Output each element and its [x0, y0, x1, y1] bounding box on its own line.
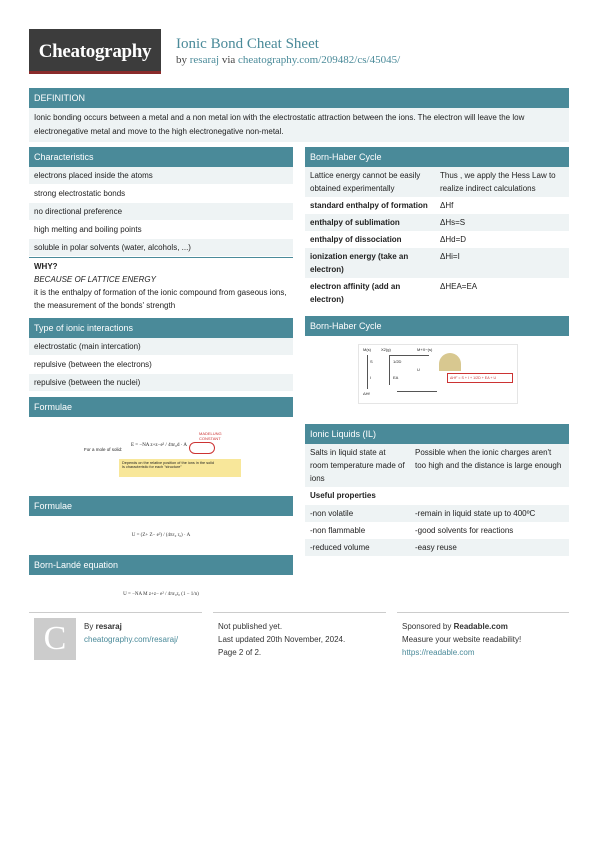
list-item: repulsive (between the electrons): [29, 356, 293, 374]
characteristics-heading: Characteristics: [29, 147, 293, 167]
formulae-image-1: [29, 417, 293, 485]
footer-author[interactable]: resaraj: [95, 622, 122, 631]
formula-2-text: U = (Z+ Z− e²) / (4πε₀ r₀) · A: [131, 532, 191, 538]
table-row: [305, 278, 569, 308]
props-label: Useful properties: [305, 487, 569, 505]
byline-via: via: [221, 54, 236, 66]
row-value: ΔHf: [440, 201, 454, 210]
page-number: Page 2 of 2.: [218, 648, 262, 657]
characteristics-section: [29, 147, 293, 314]
diagram-box: [358, 344, 518, 404]
row-label: Salts in liquid state at room temperature made of ions: [310, 448, 405, 483]
publish-status: Not published yet.: [218, 622, 283, 631]
footer-divider: [29, 612, 202, 613]
row-value: -good solvents for reactions: [415, 526, 514, 535]
table-row: [305, 444, 569, 487]
footer-status-block: [218, 620, 345, 659]
note-1: Depends on the relative position of the ions in the solid: [122, 461, 215, 465]
list-item: strong electrostatic bonds: [29, 185, 293, 203]
footer-by: By: [84, 622, 94, 631]
footer-divider: [213, 612, 386, 613]
definition-text: Ionic bonding occurs between a metal and a non metal ion with the electrostatic attraction between the ions. The electron will leave the low electronegative metal and move to the high electronegative non-metal.: [29, 108, 569, 142]
formulae-heading-1: Formulae: [29, 397, 293, 417]
byline-by: by: [176, 54, 187, 66]
definition-section: [29, 88, 569, 142]
table-row: [305, 505, 569, 522]
row-value: -remain in liquid state up to 400ºC: [415, 509, 536, 518]
diagram-label: EA: [393, 375, 399, 380]
list-item: electrons placed inside the atoms: [29, 167, 293, 185]
arrow-line: [389, 355, 390, 385]
diagram-label: 1/2D: [393, 359, 402, 364]
row-label: -non volatile: [310, 509, 354, 518]
author-link[interactable]: resaraj: [189, 54, 220, 66]
row-label: ionization energy (take an electron): [310, 252, 409, 274]
row-value: Thus , we apply the Hess Law to realize indirect calculations: [440, 171, 556, 193]
footer-author-link[interactable]: cheatography.com/resaraj/: [84, 635, 179, 644]
born-haber-section-1: [305, 147, 569, 308]
definition-heading: DEFINITION: [29, 88, 569, 108]
diagram-label: X2(g): [381, 347, 391, 352]
list-item: soluble in polar solvents (water, alcohols, ...): [29, 239, 293, 257]
table-row: [305, 539, 569, 556]
list-item: electrostatic (main intercation): [29, 338, 293, 356]
lattice-equation: E = −NA z+z−e² / 4πε₀d · A: [131, 443, 187, 448]
byline: [176, 54, 400, 66]
row-value: ΔHEA=EA: [440, 282, 478, 291]
row-value: ΔHd=D: [440, 235, 467, 244]
list-item: high melting and boiling points: [29, 221, 293, 239]
formulae-section-2: [29, 496, 293, 554]
logo-bar: [29, 71, 161, 74]
born-haber-section-2: [305, 316, 569, 426]
footer-author-block: [84, 620, 178, 646]
sponsor-text: Measure your website readability!: [402, 635, 522, 644]
note-2: Is characteristic for each "structure": [122, 465, 182, 469]
diagram-label: S: [370, 359, 373, 364]
sponsor-link[interactable]: https://readable.com: [402, 648, 475, 657]
diagram-label: M+X−(s): [417, 347, 433, 352]
formula-card: [81, 429, 243, 479]
born-lande-text: U = −NA M z+z− e² / 4πε₀r₀ (1 − 1/n): [123, 591, 199, 597]
row-label: standard enthalpy of formation: [310, 201, 428, 210]
sponsor-prefix: Sponsored by: [402, 622, 452, 631]
why-label: WHY?: [34, 262, 58, 271]
row-value: ΔHi=I: [440, 252, 460, 261]
row-value: Possible when the ionic charges aren't too high and the distance is large enough: [415, 448, 562, 470]
note-box: [119, 459, 241, 477]
diagram-label: ΔHf: [363, 391, 370, 396]
why-sub: BECAUSE OF LATTICE ENERGY: [34, 275, 156, 284]
row-label: -reduced volume: [310, 543, 370, 552]
formulae-section-1: [29, 397, 293, 485]
madelung-label: MADELUNG CONSTANT: [199, 431, 222, 441]
arrow-line: [397, 391, 437, 392]
logo-text: Cheatography: [38, 40, 152, 62]
born-haber-diagram: [305, 336, 569, 426]
why-text: it is the enthalpy of formation of the ionic compound from gaseous ions, the measurement of the bonds' strength: [34, 288, 287, 310]
sheet-url-link[interactable]: cheatography.com/209482/cs/45045/: [238, 54, 401, 66]
footer-divider: [397, 612, 569, 613]
ionic-liquids-section: [305, 424, 569, 556]
row-label: Lattice energy cannot be easily obtained experimentally: [310, 171, 421, 193]
diagram-label: I: [370, 375, 372, 380]
cycle-formula: ΔHf° = S + I + 1/2D + EA + U: [447, 373, 513, 383]
born-haber-heading-2: Born-Haber Cycle: [305, 316, 569, 336]
why-block: [29, 257, 293, 314]
arrow-line: [367, 355, 368, 389]
born-haber-heading-1: Born-Haber Cycle: [305, 147, 569, 167]
row-value: ΔHs=S: [440, 218, 466, 227]
last-updated: Last updated 20th November, 2024.: [218, 635, 346, 644]
row-label: enthalpy of sublimation: [310, 218, 400, 227]
author-avatar[interactable]: [34, 618, 76, 660]
born-lande-heading: Born-Landé equation: [29, 555, 293, 575]
diagram-label: U: [417, 367, 420, 372]
formulae-image-2: [29, 516, 293, 554]
table-row: [305, 214, 569, 231]
born-lande-section: [29, 555, 293, 613]
avatar-c-icon: C: [43, 620, 67, 657]
interactions-heading: Type of ionic interactions: [29, 318, 293, 338]
sponsor-name[interactable]: Readable.com: [453, 622, 508, 631]
table-row: [305, 197, 569, 214]
arrow-line: [389, 355, 429, 356]
table-row: [305, 167, 569, 197]
ionic-liquids-heading: Ionic Liquids (IL): [305, 424, 569, 444]
row-value: -easy reuse: [415, 543, 457, 552]
sheet-title: Ionic Bond Cheat Sheet: [176, 36, 319, 52]
row-label: enthalpy of dissociation: [310, 235, 402, 244]
row-label: -non flammable: [310, 526, 366, 535]
mole-label: For a mole of solid:: [84, 447, 123, 452]
diagram-label: M(s): [363, 347, 371, 352]
constant-circle: [189, 442, 215, 454]
table-row: [305, 231, 569, 248]
footer-sponsor-block: [402, 620, 521, 659]
table-row: [305, 522, 569, 539]
row-label: electron affinity (add an electron): [310, 282, 401, 304]
table-row: [305, 248, 569, 278]
curved-arrow-icon: [439, 353, 461, 371]
interactions-section: [29, 318, 293, 392]
born-lande-image: [29, 575, 293, 613]
list-item: repulsive (between the nuclei): [29, 374, 293, 392]
formulae-heading-2: Formulae: [29, 496, 293, 516]
site-logo[interactable]: [29, 29, 161, 74]
list-item: no directional preference: [29, 203, 293, 221]
